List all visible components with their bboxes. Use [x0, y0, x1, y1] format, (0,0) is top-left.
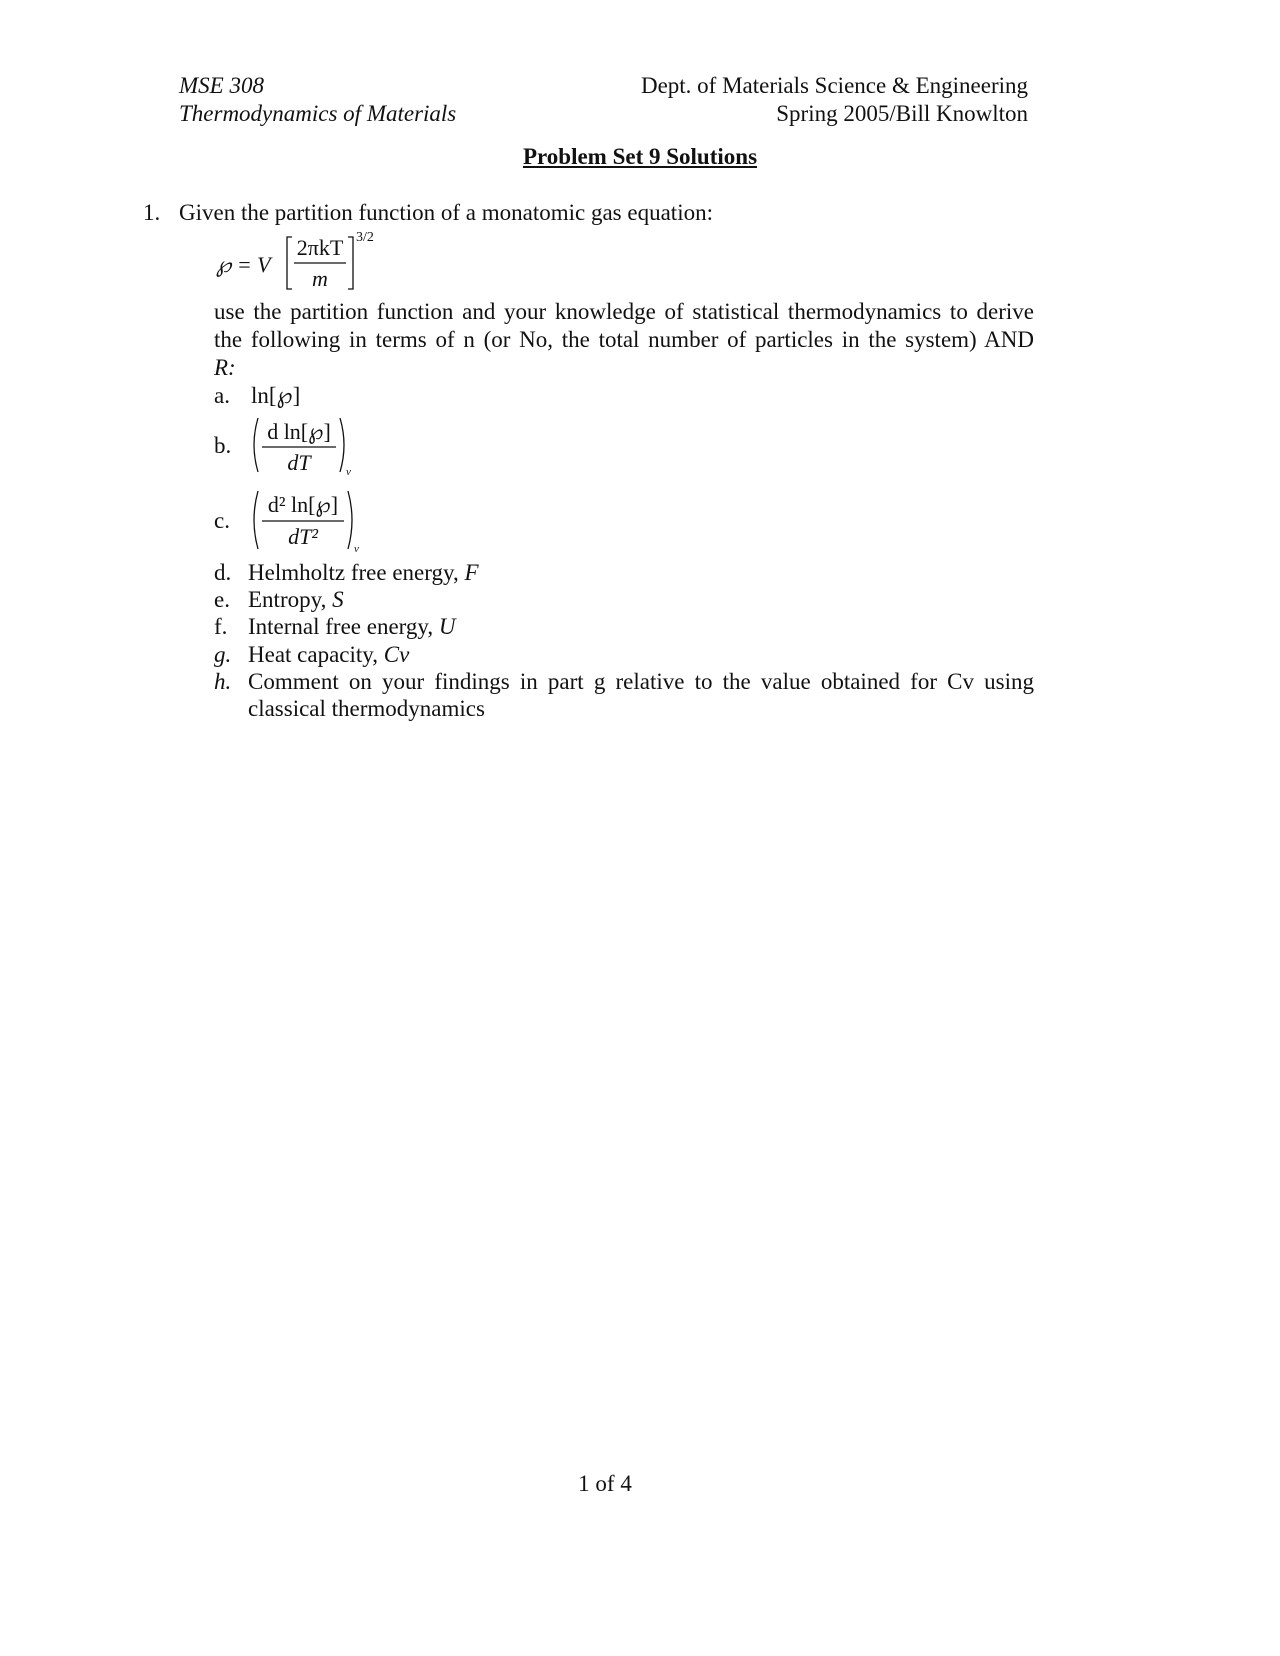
part-e-text: Entropy,: [248, 587, 333, 612]
part-f-text: Internal free energy,: [248, 614, 439, 639]
part-b-label: b.: [214, 433, 232, 458]
part-b-numerator: d ln[℘]: [267, 419, 331, 444]
part-b-denominator: dT: [287, 450, 311, 475]
part-d-symbol: F: [464, 560, 479, 585]
part-g-text: Heat capacity,: [248, 642, 384, 667]
part-e-item: [248, 586, 344, 614]
part-c-denominator: dT²: [288, 524, 318, 549]
part-h-line-2: classical thermodynamics: [248, 696, 485, 721]
part-c-numerator: d² ln[℘]: [267, 492, 339, 517]
part-e-label: e.: [214, 587, 230, 612]
part-f-label: f.: [214, 614, 228, 639]
equation-exponent: 3/2: [356, 230, 374, 245]
part-b-derivative: [248, 412, 368, 480]
problem-intro: Given the partition function of a monatomic gas equation:: [179, 200, 713, 225]
part-d-item: [248, 559, 479, 587]
part-a-expr: ln[℘]: [251, 383, 301, 408]
part-f-symbol: U: [438, 614, 456, 639]
course-title: Thermodynamics of Materials: [179, 101, 457, 126]
instruction-line-1: use the partition function and your knowledge of statistical thermodynamics to derive: [214, 299, 1034, 324]
part-g-item: [248, 641, 409, 669]
department: Dept. of Materials Science & Engineering: [640, 73, 1028, 98]
course-code: MSE 308: [179, 73, 264, 98]
term: Spring 2005/Bill Knowlton: [776, 101, 1028, 126]
part-h-line-1: Comment on your findings in part g relative to the value obtained for Cv using: [248, 669, 1034, 694]
part-b-subscript: v: [346, 466, 351, 478]
part-e-symbol: S: [332, 587, 344, 612]
part-c-label: c.: [214, 508, 230, 533]
instruction-line-2: the following in terms of n (or No, the total number of particles in the system) AND: [214, 327, 1034, 352]
part-g-label: g.: [214, 642, 232, 667]
problem-number: 1.: [143, 200, 161, 225]
part-c-second-derivative: [248, 485, 373, 557]
equation-denominator: m: [312, 266, 328, 291]
equation-lhs: ℘ = V: [216, 252, 271, 277]
part-g-symbol: Cv: [383, 642, 410, 667]
part-d-label: d.: [214, 560, 232, 585]
page-title: Problem Set 9 Solutions: [522, 144, 758, 169]
equation-numerator: 2πkT: [296, 235, 344, 260]
part-f-item: [248, 613, 456, 641]
part-a-label: a.: [214, 383, 230, 408]
part-d-text: Helmholtz free energy,: [248, 560, 465, 585]
part-c-subscript: v: [354, 543, 359, 555]
part-h-label: h.: [214, 669, 232, 694]
partition-function-equation: [210, 228, 400, 296]
page-number: 1 of 4: [578, 1471, 632, 1496]
instruction-end: R:: [214, 355, 236, 380]
